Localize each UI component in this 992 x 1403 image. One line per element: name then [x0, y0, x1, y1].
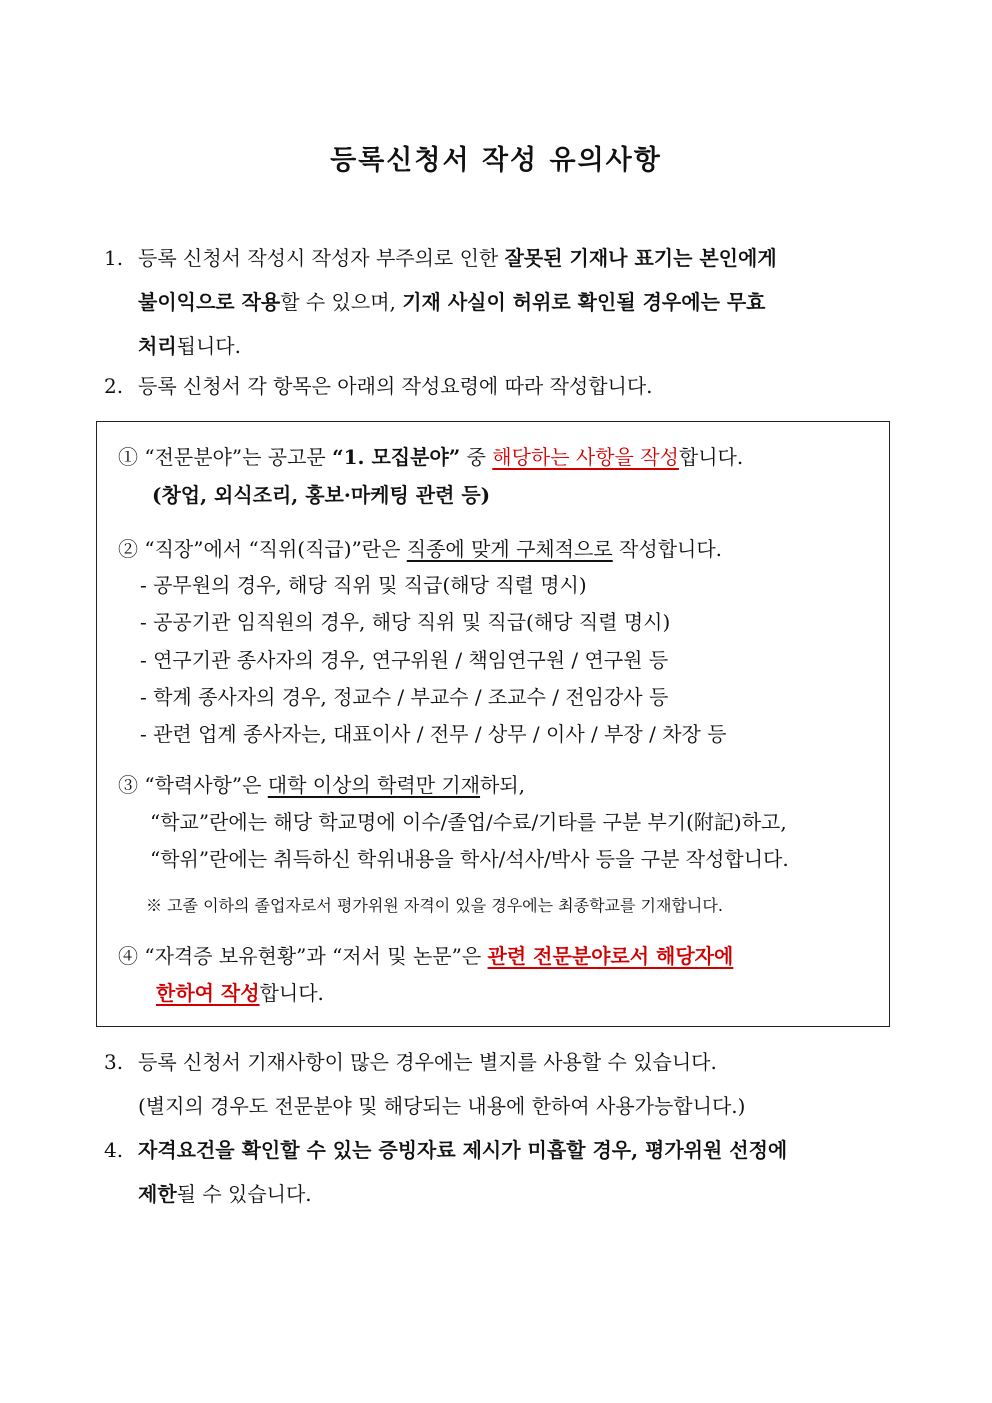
item-3 — [104, 1040, 904, 1128]
box-item-4-text-b: 합니다. — [259, 981, 324, 1005]
box-item-2-bullet-2: - 공공기관 임직원의 경우, 해당 직위 및 직급(해당 직렬 명시) — [140, 610, 671, 634]
item-4-text: 될 수 있습니다. — [176, 1182, 312, 1206]
box-item-1-line-1 — [118, 439, 878, 475]
item-4-line-2 — [104, 1172, 904, 1216]
box-item-3-text-a: “학력사항”은 — [138, 773, 268, 797]
box-item-2-bullet-1: - 공무원의 경우, 해당 직위 및 직급(해당 직렬 명시) — [140, 573, 587, 597]
circled-4: ④ — [118, 944, 138, 968]
box-item-1-sub: (창업, 외식조리, 홍보·마케팅 관련 등) — [152, 483, 491, 507]
circled-3: ③ — [118, 773, 138, 797]
item-1-line-2 — [104, 280, 904, 324]
item-2 — [104, 364, 904, 408]
item-3-text: 등록 신청서 기재사항이 많은 경우에는 별지를 사용할 수 있습니다. — [138, 1050, 717, 1074]
box-item-2-bullet-3: - 연구기관 종사자의 경우, 연구위원 / 책임연구원 / 연구원 등 — [140, 648, 669, 672]
item-1-text-b: 할 수 있으며, — [280, 290, 403, 314]
item-1 — [104, 236, 904, 368]
box-item-1-text-b: 중 — [460, 445, 493, 469]
box-item-2-bullet-4: - 학계 종사자의 경우, 정교수 / 부교수 / 조교수 / 전임강사 등 — [140, 685, 669, 709]
item-4-bold-a: 자격요건을 확인할 수 있는 증빙자료 제시가 미흡할 경우, 평가위원 선정에 — [138, 1138, 788, 1162]
item-4 — [104, 1128, 904, 1216]
box-item-1-bold: “1. 모집분야” — [332, 445, 461, 469]
page-title: 등록신청서 작성 유의사항 — [330, 145, 662, 176]
box-item-2-bullet-5: - 관련 업계 종사자는, 대표이사 / 전무 / 상무 / 이사 / 부장 / 차장 등 — [140, 722, 727, 746]
item-4-number: 4. — [104, 1138, 124, 1162]
box-item-3-line-1 — [118, 767, 878, 803]
item-1-line-3 — [104, 324, 904, 368]
box-item-3-note: ※ 고졸 이하의 졸업자로서 평가위원 자격이 있을 경우에는 최종학교를 기재합니다. — [146, 896, 723, 915]
box-item-2-text-b: 작성합니다. — [612, 537, 723, 561]
circled-1: ① — [118, 445, 138, 469]
item-1-line-1 — [104, 236, 904, 280]
box-item-1-highlight: 해당하는 사항을 작성 — [492, 445, 679, 469]
box-item-2-text-a: “직장”에서 “직위(직급)”란은 — [138, 537, 407, 561]
item-1-bold-d: 처리 — [138, 334, 177, 358]
item-3-line-1 — [104, 1040, 904, 1084]
circled-2: ② — [118, 537, 138, 561]
item-3-line-2: (별지의 경우도 전문분야 및 해당되는 내용에 한하여 사용가능합니다.) — [138, 1094, 746, 1118]
item-1-text-c: 됩니다. — [176, 334, 241, 358]
item-2-number: 2. — [104, 374, 124, 398]
item-1-text-a: 등록 신청서 작성시 작성자 부주의로 인한 — [138, 246, 505, 270]
box-item-4-highlight-b: 한하여 작성 — [156, 981, 260, 1005]
item-1-bold-a: 잘못된 기재나 표기는 본인에게 — [504, 246, 777, 270]
item-2-text: 등록 신청서 각 항목은 아래의 작성요령에 따라 작성합니다. — [138, 374, 653, 398]
box-item-2-line-1 — [118, 531, 878, 567]
box-item-2-underline: 직종에 맞게 구체적으로 — [406, 537, 613, 561]
box-item-4-line-2 — [156, 975, 916, 1011]
box-item-3-line-3: “학위”란에는 취득하신 학위내용을 학사/석사/박사 등을 구분 작성합니다. — [150, 847, 789, 871]
item-1-bold-c: 기재 사실이 허위로 확인될 경우에는 무효 — [402, 290, 766, 314]
box-item-4-text-a: “자격증 보유현황”과 “저서 및 논문”은 — [138, 944, 488, 968]
item-1-bold-b: 불이익으로 작용 — [138, 290, 281, 314]
item-4-line-1 — [104, 1128, 904, 1172]
box-item-3-line-2: “학교”란에는 해당 학교명에 이수/졸업/수료/기타를 구분 부기(附記)하고, — [150, 810, 787, 834]
item-3-number: 3. — [104, 1050, 124, 1074]
box-item-4-line-1 — [118, 938, 878, 974]
box-item-3-underline: 대학 이상의 학력만 기재 — [267, 773, 481, 797]
box-item-3-text-b: 하되, — [480, 773, 526, 797]
box-item-4-highlight-a: 관련 전문분야로서 해당자에 — [487, 944, 734, 968]
item-4-bold-b: 제한 — [138, 1182, 177, 1206]
item-1-number: 1. — [104, 246, 124, 270]
box-item-1-text-a: “전문분야”는 공고문 — [138, 445, 333, 469]
box-item-1-text-c: 합니다. — [678, 445, 744, 469]
